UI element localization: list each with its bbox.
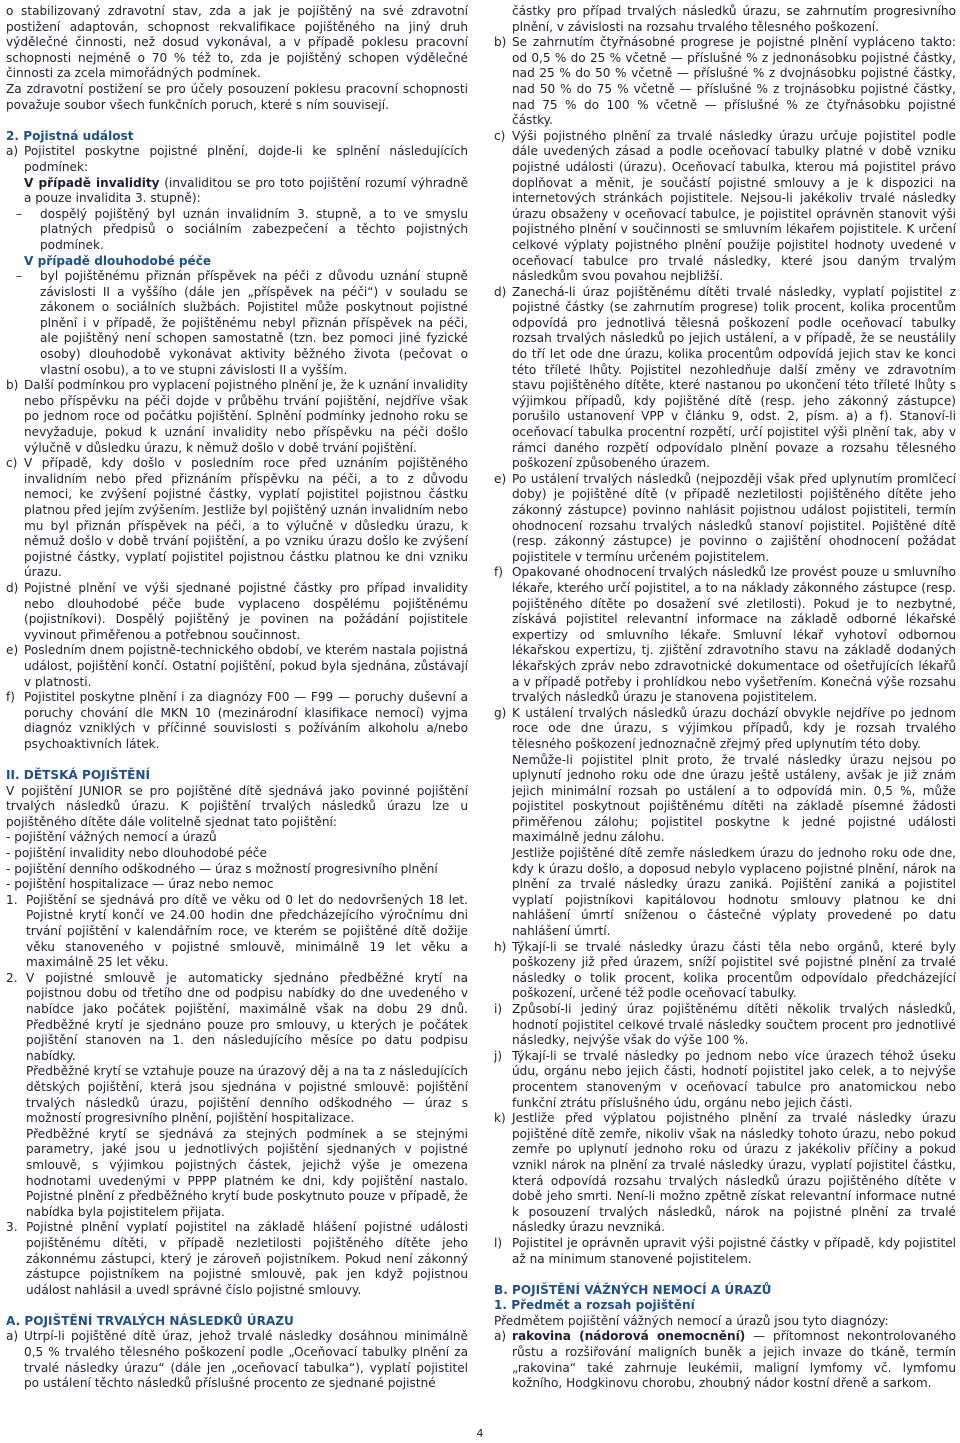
list-label: j) (494, 1048, 503, 1063)
list-label: f) (6, 690, 15, 705)
list-text: Týkají-li se trvalé následky úrazu části těla nebo orgánů, které byly poškozeny již před úrazem, sníží pojistitel své pojistné plnění za trvalé následky o tolik procent, kolika procentům odpovídalo předcházející poškození, určené též podle oceňovací tabulky. (512, 939, 956, 1001)
list-label: e) (494, 471, 507, 486)
dash-item (6, 269, 468, 378)
subsection-text: (invaliditou se pro toto pojištění rozumí výhradně a pouze invalidita 3. stupně): (24, 175, 469, 206)
numbered-item (6, 1220, 468, 1298)
dash-item (6, 207, 468, 254)
list-item (494, 472, 956, 566)
list-text: Pojistitel je oprávněn upravit výši pojistné částky v případě, kdy pojistitel až na minimum stanovené pojistitelem. (512, 1235, 956, 1266)
numbered-item (6, 893, 468, 971)
list-item (494, 1329, 956, 1391)
list-item (494, 1002, 956, 1049)
list-item (6, 643, 468, 690)
list-text: Týkají-li se trvalé následky po jednom nebo více úrazech téhož úseku údu, orgánu nebo jejich části, hodnotí pojistitel jako celek, a to nejvýše procentem stanoveným v oceňovací tabulce pro anatomickou nebo funkční ztrátu příslušného údu, orgánu nebo jejich části. (512, 1048, 956, 1110)
list-label: i) (494, 1002, 503, 1016)
list-text: Jestliže před výplatou pojistného plnění za trvalé následky úrazu pojištěné dítě zemře, nikoliv však na následky tohoto úrazu, nebo pokud zemře po uplynutí jednoho roku od úrazu z jakékoliv příčiny a pokud vznikl nárok na plnění za trvalé následky úrazu, vyplatí pojistitel částku, která odpovídá rozsahu trvalých následků úrazu pojištěného dítěte v době jeho smrti. Není-li možno zpětně získat relevantní informace nutné k posouzení trvalých následků, nárok na pojistné plnění za trvalé následky úrazu nevzniká. (512, 1111, 956, 1235)
right-column (494, 4, 956, 1392)
list-item (494, 129, 956, 285)
term-definition: — přítomnost nekontrolovaného růstu a rozšiřování maligních buněk a jejich invaze do tkáně, termín „rakovina“ také zahrnuje leukémii, maligní lymfomy vč. lymfomu kožního, Hodgkinovu chorobu, zhoubný nádor kostní dřeně a sarkom. (512, 1329, 956, 1391)
term: rakovina (nádorová onemocnění) (512, 1329, 746, 1344)
list-item (494, 565, 956, 705)
list-text: Zanechá-li úraz pojištěnému dítěti trvalé následky, vyplatí pojistitel z pojistné částky (se zahrnutím progrese) tolik procent, kolika procentům odpovídá pro jednotlivá tělesná poškození podle oceňovací tabulky rozsah trvalých následků po jejich ustálení, a v případě, že se neustálily do tří let ode dne úrazu, kolika procentům odpovídá jejich stav ke konci této tříleté lhůty. Pojistitel nezohledňuje další změny ve zdravotním stavu pojištěného dítěte, které nastanou po ukončení této tříleté lhůty s výjimkou případů, kdy pojištěné dítě (resp. jeho zákonný zástupce) porušilo ustanovení VPP v článku 9, odst. 2, písm. a) a f). Stanoví-li oceňovací tabulka procentní rozpětí, určí pojistitel výši plnění tak, aby v rámci daného rozpětí odpovídalo plnění povaze a rozsahu tělesného poškození způsobeného úrazem. (512, 284, 956, 471)
intro-paragraph: o stabilizovaný zdravotní stav, zda a jak je pojištěný na své zdravotní postižení adaptován, schopnost rekvalifikace pojištěného na jiný druh výdělečné činnosti, než dosud vykonával, a v případě poklesu pracovní schopnosti nejméně o 70 % též to, zda je pojištěný schopen výdělečné činnosti za zcela mimořádných podmínek. (6, 4, 468, 81)
list-label: k) (494, 1111, 506, 1126)
list-text: Po ustálení trvalých následků (nejpozději však před uplynutím promlčecí doby) je pojištěné dítě (v případě nezletilosti pojištěného dítěte jeho zákonný zástupce) povinno nahlásit pojistnou událost pojistiteli, termín ohodnocení rozsahu trvalých následků stanoví pojistitel. Pojištěné dítě (resp. zákonný zástupce) je povinno o zajištění ohodnocení požádat pojistitele v termínu určeném pojistitelem. (512, 471, 956, 564)
list-item (6, 581, 468, 643)
list-item (494, 846, 956, 940)
indented-paragraph: Předběžné krytí se vztahuje pouze na úrazový děj a na ta z následujících dětských pojištění, která jsou sjednána v pojistné smlouvě: pojištění trvalých následků úrazu, pojištění denního odškodného — úraz s možností progresivního plnění, pojištění hospitalizace. (26, 1064, 468, 1126)
list-text: V pojistné smlouvě je automaticky sjednáno předběžné krytí na pojistnou dobu od třetího dne od podpisu nabídky do dne uvedeného v nabídce jako počátek pojištění, maximálně však na dobu 29 dnů. Předběžné krytí je sjednáno pouze pro smlouvy, u kterých je počátek pojištění stanoven na 1. den následujícího měsíce po datu podpisu nabídky. (26, 970, 468, 1063)
list-item (494, 1049, 956, 1111)
subsection-title: V případě invalidity (24, 175, 160, 190)
list-text: Opakované ohodnocení trvalých následků lze provést pouze u smluvního lékaře, kterého určí pojistitel, a to na náklady zákonného zástupce (resp. pojištěného dítěte po dosažení své zletilosti). Pokud je to nezbytné, získává pojistitel relevantní informace na základě odborné lékařské expertizy od smluvního lékaře. Smluvní lékař vyhotoví odbornou lékařskou expertizu, tj. zjištění zdravotního stavu na základě dodaných lékařských zpráv nebo zdravotnické dokumentace od ošetřujících lékařů a v případě potřeby i prohlídkou nebo vyšetřením. Konečná výše rozsahu trvalých následků úrazu je stanovena pojistitelem. (512, 565, 956, 705)
page-number: 4 (476, 1427, 484, 1440)
list-text: Způsobí-li jediný úraz pojištěnému dítěti několik trvalých následků, hodnotí pojistitel celkové trvalé následky součtem procent pro jednotlivé následky, nejvýše však do výše 100 %. (512, 1002, 956, 1048)
option-item: - pojištění denního odškodného — úraz s možností progresivního plnění (6, 861, 438, 876)
list-text: K ustálení trvalých následků úrazu dochází obvykle nejdříve po jednom roce ode dne úrazu, s výjimkou případů, kdy je rozsah trvalého tělesného poškození jednoznačně zřejmý před uplynutím této doby. (512, 705, 956, 751)
dash-marker: – (16, 206, 23, 221)
option-item: - pojištění invalidity nebo dlouhodobé péče (6, 846, 267, 861)
dash-text: byl pojištěnému přiznán příspěvek na péči z důvodu uznání stupně závislosti II a vyššího (dále jen „příspěvek na péči“) v souladu se zákonem o sociálních službách. Pojistitel může poskytnout pojistné plnění i v případě, že pojištěnému nebyl přiznán příspěvek na péči, ale pojištěný není schopen samostatně (tzn. bez pomoci jiné fyzické osoby) dlouhodobě vykonávat aktivity běžného života (pečovat o vlastní osobu), a to ve stupni závislosti II a vyšším. (40, 269, 468, 377)
list-label: c) (6, 456, 18, 471)
option-item: - pojištění hospitalizace — úraz nebo nemoc (6, 877, 274, 892)
list-label: a) (6, 1329, 19, 1344)
list-label: b) (494, 35, 507, 50)
indented-paragraph: Předběžné krytí se sjednává za stejných podmínek a se stejnými parametry, jaké jsou u jednotlivých pojištění sjednaných v pojistné smlouvě, s výjimkou pojistných částek, jejichž výše je omezena hodnotami uvedenými v PPPP platném ke dni, kdy pojištění nastalo. Pojistné plnění z předběžného krytí bude poskytnuto pouze v případě, že nabídka byla pojistitelem přijata. (26, 1126, 468, 1219)
list-text: Se zahrnutím čtyřnásobné progrese je pojistné plnění vypláceno takto: od 0,5 % do 25 % včetně — příslušné % z jednonásobku pojistné částky, nad 25 % do 50 % včetně — příslušné % z dvojnásobku pojistné částky, nad 50 % do 75 % včetně — příslušné % z trojnásobku pojistné částky, nad 75 % do 100 % včetně — příslušné % ze čtyřnásobku pojistné částky. (512, 35, 956, 128)
list-item (6, 378, 468, 456)
numbered-item (6, 971, 468, 1065)
list-label: 2. (6, 970, 18, 985)
list-text: Výši pojistného plnění za trvalé následky úrazu určuje pojistitel podle dále uvedených zásad a podle oceňovací tabulky platné v době vzniku pojistné události (úrazu). Oceňovací tabulka, kterou má pojistitel právo doplňovat a měnit, je součástí pojistné smlouvy a je k dispozici na internetových stránkách pojistitele. Nejsou-li jakékoliv trvalé následky úrazu obsaženy v oceňovací tabulce, je pojistitel oprávněn stanovit výši pojistného plnění v součinnosti se smluvním lékařem pojistitele. K určení celkové výplaty pojistného plnění použije pojistitel hodnoty uvedené v oceňovací tabulce pro trvalé následky, které jsou daným trvalým následkům svou povahou nejbližší. (512, 128, 956, 284)
list-text: Utrpí-li pojištěné dítě úraz, jehož trvalé následky dosáhnou minimálně 0,5 % trvalého tělesného poškození podle „Oceňovací tabulky plnění za trvalé následky úrazu“ (dále jen „oceňovací tabulka“), vyplatí pojistitel po ustálení těchto následků příslušné procento ze sjednané pojistné (24, 1329, 468, 1391)
list-label: f) (494, 565, 503, 580)
intro-paragraph: Za zdravotní postižení se pro účely posouzení poklesu pracovní schopnosti považuje soubor všech funkčních poruch, které s ním souvisejí. (6, 81, 468, 112)
list-item (6, 690, 468, 752)
section-heading: B. POJIŠTĚNÍ VÁŽNÝCH NEMOCÍ A ÚRAZŮ (494, 1282, 772, 1297)
list-text: Posledním dnem pojistně-technického období, ve kterém nastala pojistná událost, pojištění končí. Ostatní pojištění, pokud byla sjednána, zůstávají v platnosti. (24, 643, 468, 689)
section-heading: 2. Pojistná událost (6, 128, 134, 143)
subsection (6, 254, 468, 270)
list-label: d) (6, 580, 19, 595)
list-text: Další podmínkou pro vyplacení pojistného plnění je, že k uznání invalidity nebo příspěvku na péči dojde v průběhu trvání pojištění, nejdříve však po jednom roce od počátku pojištění. Splnění podmínky jednoho roku se nevyžaduje, pokud k uznání invalidity nebo příspěvku na péči došlo výlučně v důsledku úrazu, k němuž došlo v době trvání pojištění. (24, 378, 469, 455)
list-text: Pojištění se sjednává pro dítě ve věku od 0 let do nedovršených 18 let. Pojistné krytí končí ve 24.00 hodin dne předcházejícího výročnímu dni trvání pojištění v kalendářním roce, ve kterém se pojištěné dítě dožije věku stanoveného v pojistné smlouvě, minimálně 19 let věku a maximálně 25 let věku. (26, 892, 468, 970)
list-label: 1. (6, 892, 18, 907)
list-label: a) (494, 1329, 507, 1344)
option-item: - pojištění vážných nemocí a úrazů (6, 830, 217, 845)
left-column (6, 4, 468, 1392)
list-item (6, 144, 468, 206)
list-label: e) (6, 643, 19, 658)
list-text: Pojistné plnění vyplatí pojistitel na základě hlášení pojistné události pojištěnému dítěti, v případě nezletilosti pojištěného dítěte jeho zákonnému zástupci, který je zároveň pojistníkem. Pokud není zákonný zástupce pojistníkem na pojistné smlouvě, pak jen když pojistnou událost nahlásil a uvedl správné číslo pojistné smlouvy. (26, 1220, 468, 1297)
list-label: c) (494, 128, 506, 143)
list-text (512, 1329, 956, 1391)
list-item (494, 940, 956, 1002)
list-text: Nemůže-li pojistitel plnit proto, že trvalé následky úrazu nejsou po uplynutí jednoho roku ode dne úrazu ještě ustáleny, avšak je již znám jejich minimální rozsah po ustálení a to odpovídá min. 0,5 %, může pojistitel poskytnout pojištěnému dítěti na základě písemné žádosti přiměřenou zálohu; pojistitel poskytne k jedné pojistné události maximálně jednu zálohu. (512, 752, 956, 845)
list-text: Pojistitel poskytne plnění i za diagnózy F00 — F99 — poruchy duševní a poruchy chování dle MKN 10 (mezinárodní klasifikace nemocí) vyjma diagnóz vzniklých v příčinné souvislosti s požíváním alkoholu a/nebo psychoaktivních látek. (24, 690, 468, 751)
subsection-heading: 1. Předmět a rozsah pojištění (494, 1298, 695, 1313)
list-item (494, 753, 956, 847)
list-label: l) (494, 1235, 503, 1250)
list-text: V případě, kdy došlo v posledním roce před uznáním pojištěného invalidním nebo před přiznáním příspěvku na péči, a to z důvodu nemoci, ke zvýšení pojistné částky, vyplatí pojistitel pojistnou částku platnou před jejím zvýšením. Jestliže byl pojištěný uznán invalidním nebo mu byl přiznán příspěvek na péči, a to výlučně v důsledku úrazu, k němuž došlo v době trvání pojištění, a po vzniku úrazu došlo ke zvýšení pojistné částky, vyplatí pojistitel pojistnou částku platnou ke dni vzniku úrazu. (24, 456, 468, 580)
list-label: d) (494, 284, 507, 299)
list-item (494, 1111, 956, 1236)
list-item (494, 285, 956, 472)
list-label: b) (6, 378, 19, 393)
list-label: g) (494, 705, 507, 720)
dash-text: dospělý pojištěný byl uznán invalidním 3. stupně, a to ve smyslu platných předpisů o sociálním zabezpečení a těchto pojistných podmínek. (40, 206, 468, 252)
section-intro: V pojištění JUNIOR se pro pojištěné dítě sjednává jako povinné pojištění trvalých následků úrazu. K pojištění trvalých následků úrazu lze u pojištěného dítěte dále volitelně sjednat tato pojištění: (6, 783, 468, 829)
list-label: 3. (6, 1220, 18, 1235)
list-label: a) (6, 144, 19, 159)
section-intro: Předmětem pojištění vážných nemocí a úrazů jsou tyto diagnózy: (494, 1313, 889, 1328)
list-item (6, 1329, 468, 1391)
list-item (6, 456, 468, 581)
section-heading: A. POJIŠTĚNÍ TRVALÝCH NÁSLEDKŮ ÚRAZU (6, 1313, 294, 1328)
list-label: h) (494, 939, 507, 954)
section-heading: II. DĚTSKÁ POJIŠTĚNÍ (6, 768, 150, 783)
list-item (494, 706, 956, 753)
dash-marker: – (16, 269, 23, 284)
list-text: Jestliže pojištěné dítě zemře následkem úrazu do jednoho roku ode dne, kdy k úrazu došlo, a doposud nebylo vyplaceno pojistné plnění, nárok na plnění za trvalé následky úrazu zaniká. Pojištění zaniká a pojistitel vyplatí pojistníkovi kapitálovou hodnotu smlouvy platnou ke dni nahlášení úmrtí sníženou o částečné výplaty provedené po datu nahlášení úmrtí. (512, 846, 956, 939)
continued-paragraph: částky pro případ trvalých následků úrazu, se zahrnutím progresivního plnění, v závislosti na rozsahu trvalého tělesného poškození. (512, 4, 956, 34)
list-text: Pojistné plnění ve výši sjednané pojistné částky pro případ invalidity nebo dlouhodobé péče bude vyplaceno dospělému pojištěnému (pojistníkovi). Dospělý pojištěný je povinen na požádání pojistitele vyvinout přiměřenou a potřebnou součinnost. (24, 580, 468, 642)
list-text-content: Pojistitel poskytne pojistné plnění, dojde-li ke splnění následujících podmínek: (24, 144, 468, 174)
list-item (494, 1236, 956, 1267)
list-text (24, 144, 468, 206)
list-item (494, 35, 956, 129)
subsection-title: V případě dlouhodobé péče (24, 253, 212, 268)
